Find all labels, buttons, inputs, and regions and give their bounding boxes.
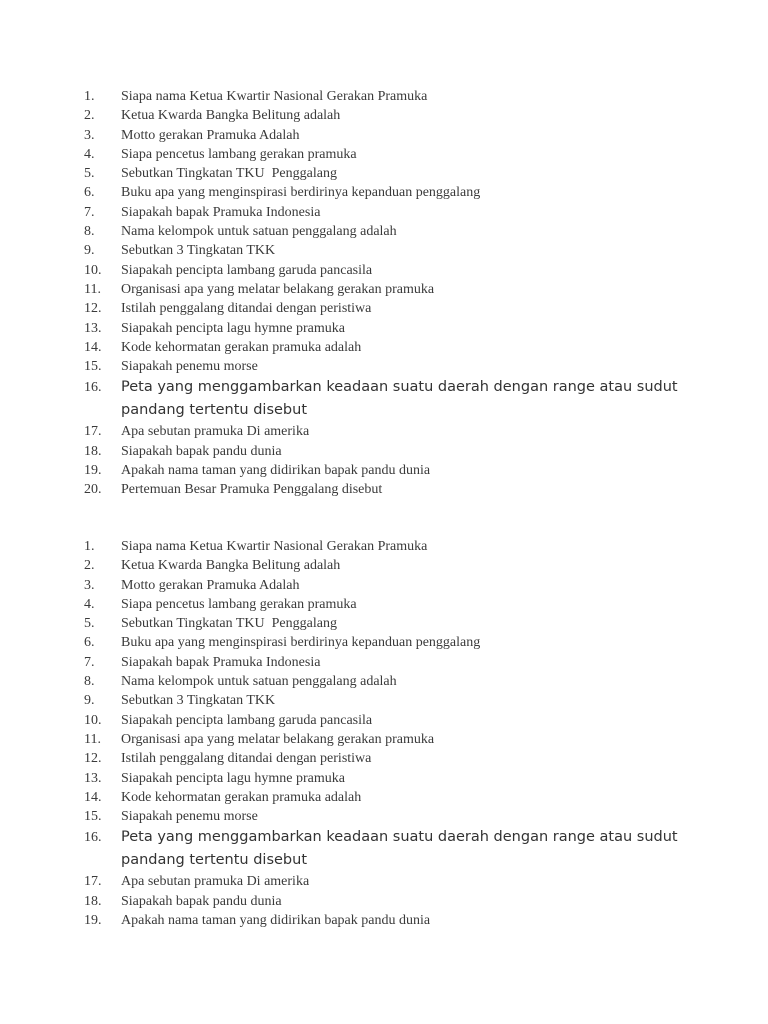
question-number: 6. — [84, 185, 95, 201]
question-number: 11. — [84, 281, 101, 297]
question-item — [84, 126, 704, 145]
question-item — [84, 442, 704, 461]
question-number: 9. — [84, 693, 95, 709]
question-number: 16. — [84, 380, 102, 396]
question-text: Siapakah bapak Pramuka Indonesia — [121, 654, 321, 670]
question-number: 19. — [84, 913, 102, 929]
question-item — [84, 556, 704, 575]
question-text: Siapakah penemu morse — [121, 359, 258, 375]
question-text: Apa sebutan pramuka Di amerika — [121, 874, 310, 890]
question-item — [84, 338, 704, 357]
question-number: 13. — [84, 770, 102, 786]
question-item — [84, 299, 704, 318]
question-number: 12. — [84, 301, 102, 317]
question-number: 10. — [84, 262, 102, 278]
question-item — [84, 280, 704, 299]
question-item — [84, 749, 704, 768]
question-number: 13. — [84, 320, 102, 336]
question-number: 10. — [84, 712, 102, 728]
question-item — [84, 222, 704, 241]
question-text: Kode kehormatan gerakan pramuka adalah — [121, 339, 362, 355]
question-text: Istilah penggalang ditandai dengan peristiwa — [121, 301, 372, 317]
question-text: Apakah nama taman yang didirikan bapak pandu dunia — [121, 913, 431, 929]
question-text: Siapa pencetus lambang gerakan pramuka — [121, 146, 357, 162]
question-item — [84, 203, 704, 222]
question-item — [84, 183, 704, 202]
question-item — [84, 422, 704, 441]
question-text: Siapakah pencipta lagu hymne pramuka — [121, 320, 345, 336]
question-item — [84, 911, 704, 930]
question-text: Sebutkan 3 Tingkatan TKK — [121, 243, 276, 259]
question-text: Ketua Kwarda Bangka Belitung adalah — [121, 108, 341, 124]
question-item — [84, 461, 704, 480]
question-item — [84, 892, 704, 911]
question-text: Istilah penggalang ditandai dengan peristiwa — [121, 751, 372, 767]
question-item — [84, 807, 704, 826]
question-item — [84, 633, 704, 652]
question-item — [84, 145, 704, 164]
question-text: Kode kehormatan gerakan pramuka adalah — [121, 789, 362, 805]
question-text: Sebutkan Tingkatan TKU Penggalang — [121, 616, 337, 632]
question-item — [84, 357, 704, 376]
question-text: Siapa nama Ketua Kwartir Nasional Gerakan Pramuka — [121, 89, 428, 104]
question-text: Nama kelompok untuk satuan penggalang adalah — [121, 224, 397, 240]
question-text: Siapakah pencipta lambang garuda pancasila — [121, 262, 373, 278]
question-item — [84, 87, 704, 106]
question-text: Apakah nama taman yang didirikan bapak pandu dunia — [121, 463, 431, 479]
question-text: Ketua Kwarda Bangka Belitung adalah — [121, 558, 341, 574]
question-list-1 — [84, 87, 704, 500]
question-number: 3. — [84, 127, 95, 143]
question-number: 5. — [84, 616, 95, 632]
question-number: 12. — [84, 751, 102, 767]
question-number: 4. — [84, 146, 95, 162]
question-text: Peta yang menggambarkan keadaan suatu daerah dengan range atau sudut pandang tertentu disebut — [121, 379, 678, 419]
question-item — [84, 576, 704, 595]
question-number: 17. — [84, 874, 102, 890]
question-text: Siapakah bapak Pramuka Indonesia — [121, 204, 321, 220]
question-number: 18. — [84, 443, 102, 459]
question-number: 15. — [84, 809, 102, 825]
question-text: Apa sebutan pramuka Di amerika — [121, 424, 310, 440]
question-item — [84, 319, 704, 338]
question-number: 7. — [84, 204, 95, 220]
question-item — [84, 872, 704, 891]
question-text: Buku apa yang menginspirasi berdirinya kepanduan penggalang — [121, 185, 481, 201]
question-item — [84, 730, 704, 749]
question-item — [84, 261, 704, 280]
question-list-2 — [84, 537, 704, 930]
question-number: 1. — [84, 539, 95, 554]
question-number: 9. — [84, 243, 95, 259]
question-text: Siapa nama Ketua Kwartir Nasional Gerakan Pramuka — [121, 539, 428, 554]
question-number: 14. — [84, 789, 102, 805]
question-number: 15. — [84, 359, 102, 375]
question-number: 11. — [84, 731, 101, 747]
question-item — [84, 164, 704, 183]
question-text: Siapa pencetus lambang gerakan pramuka — [121, 596, 357, 612]
question-text: Sebutkan 3 Tingkatan TKK — [121, 693, 276, 709]
question-number: 4. — [84, 596, 95, 612]
question-item — [84, 653, 704, 672]
question-item — [84, 769, 704, 788]
question-text: Organisasi apa yang melatar belakang gerakan pramuka — [121, 281, 435, 297]
question-item — [84, 711, 704, 730]
question-text: Peta yang menggambarkan keadaan suatu daerah dengan range atau sudut pandang tertentu disebut — [121, 829, 678, 869]
question-text: Siapakah bapak pandu dunia — [121, 893, 282, 909]
question-item — [84, 241, 704, 260]
question-item — [84, 480, 704, 499]
question-item — [84, 826, 704, 872]
question-item — [84, 788, 704, 807]
question-number: 16. — [84, 830, 102, 846]
question-item — [84, 595, 704, 614]
question-item — [84, 376, 704, 422]
question-number: 2. — [84, 108, 95, 124]
question-text: Sebutkan Tingkatan TKU Penggalang — [121, 166, 337, 182]
question-text: Siapakah penemu morse — [121, 809, 258, 825]
question-text: Motto gerakan Pramuka Adalah — [121, 577, 300, 593]
question-text: Siapakah pencipta lagu hymne pramuka — [121, 770, 345, 786]
question-number: 2. — [84, 558, 95, 574]
question-number: 7. — [84, 654, 95, 670]
question-item — [84, 614, 704, 633]
question-item — [84, 106, 704, 125]
question-item — [84, 691, 704, 710]
question-number: 18. — [84, 893, 102, 909]
question-number: 17. — [84, 424, 102, 440]
question-number: 8. — [84, 224, 95, 240]
question-text: Pertemuan Besar Pramuka Penggalang disebut — [121, 482, 383, 498]
question-item — [84, 672, 704, 691]
question-text: Motto gerakan Pramuka Adalah — [121, 127, 300, 143]
question-text: Nama kelompok untuk satuan penggalang adalah — [121, 674, 397, 690]
question-text: Siapakah pencipta lambang garuda pancasila — [121, 712, 373, 728]
question-number: 3. — [84, 577, 95, 593]
question-number: 14. — [84, 339, 102, 355]
question-number: 19. — [84, 463, 102, 479]
question-text: Buku apa yang menginspirasi berdirinya kepanduan penggalang — [121, 635, 481, 651]
question-number: 1. — [84, 89, 95, 104]
question-item — [84, 537, 704, 556]
question-number: 8. — [84, 674, 95, 690]
question-number: 20. — [84, 482, 102, 498]
question-number: 6. — [84, 635, 95, 651]
question-text: Organisasi apa yang melatar belakang gerakan pramuka — [121, 731, 435, 747]
question-number: 5. — [84, 166, 95, 182]
question-text: Siapakah bapak pandu dunia — [121, 443, 282, 459]
